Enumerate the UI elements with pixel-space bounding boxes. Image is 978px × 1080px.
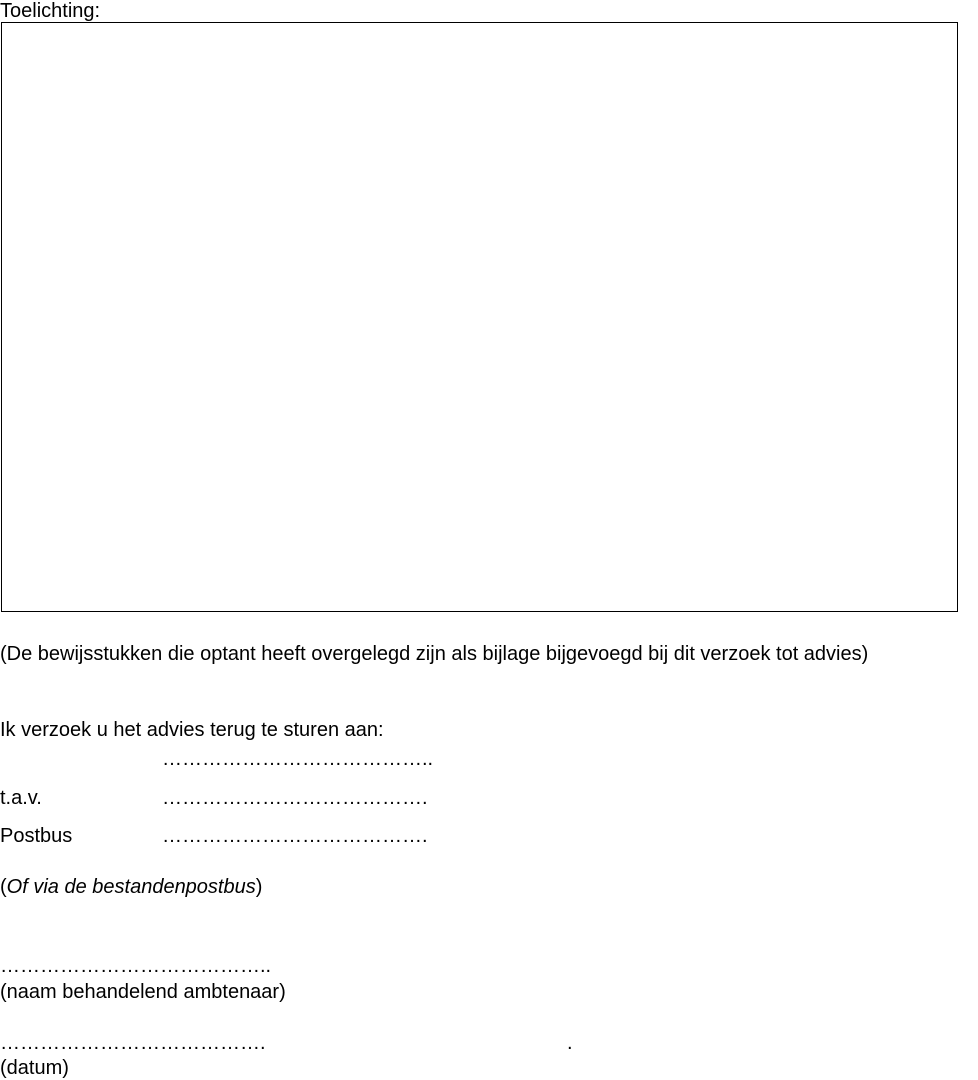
address-name-field[interactable]: ………………………………….. [162, 748, 434, 770]
date-trailing-dot: . [567, 1032, 573, 1054]
tav-field[interactable]: …………………………………. [162, 787, 428, 809]
note-paren-close: ) [255, 876, 263, 898]
bijlage-note: (De bewijsstukken die optant heeft overgelegd zijn als bijlage bijgevoegd bij dit verzoek tot advies) [0, 643, 869, 665]
toelichting-label: Toelichting: [0, 0, 101, 22]
date-field[interactable]: …………………………………. [0, 1032, 266, 1054]
tav-label: t.a.v. [0, 787, 42, 809]
officer-name-field[interactable]: ………………………………….. [0, 955, 272, 977]
note-paren-open: ( [0, 876, 7, 898]
return-request-text: Ik verzoek u het advies terug te sturen aan: [0, 719, 384, 741]
note-italic-text: Of via de bestandenpostbus [6, 876, 256, 898]
postbus-field[interactable]: …………………………………. [162, 825, 428, 847]
date-caption: (datum) [0, 1057, 69, 1079]
bestandenpostbus-note [0, 877, 262, 897]
officer-caption: (naam behandelend ambtenaar) [0, 981, 286, 1003]
postbus-label: Postbus [0, 825, 73, 847]
toelichting-textarea[interactable] [1, 22, 958, 612]
